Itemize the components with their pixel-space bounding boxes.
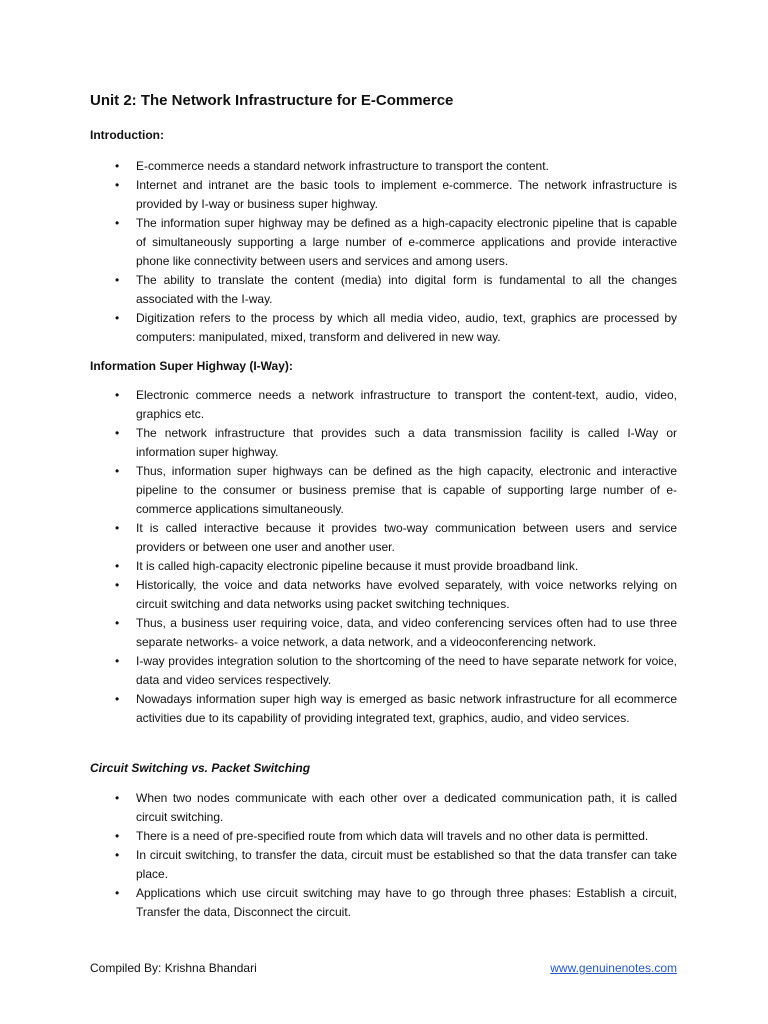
list-item-text: Internet and intranet are the basic tools to implement e-commerce. The network infrastructure is provided by I-way or business super highway. [136,178,677,211]
list-item [0,827,768,846]
page-title: Unit 2: The Network Infrastructure for E-Commerce [90,92,454,109]
list-item-text: In circuit switching, to transfer the data, circuit must be established so that the data transfer can take place. [136,848,677,881]
list-item-text: Electronic commerce needs a network infrastructure to transport the content-text, audio, video, graphics etc. [136,388,677,421]
list-item [0,884,768,922]
list-item [0,309,768,347]
bullet-icon: • [115,578,120,592]
bullet-icon: • [115,829,120,843]
list-item-text: There is a need of pre-specified route from which data will travels and no other data is permitted. [136,829,649,843]
list-item [0,424,768,462]
list-item-text: The ability to translate the content (media) into digital form is fundamental to all the changes associated with the I-way. [136,273,677,306]
bullet-icon: • [115,273,120,287]
list-item-text: I-way provides integration solution to the shortcoming of the need to have separate network for voice, data and video services respectively. [136,654,677,687]
bullet-icon: • [115,216,120,230]
circuit-switching-list [0,789,768,922]
list-item [0,157,768,176]
bullet-icon: • [115,388,120,402]
section-heading-introduction: Introduction: [90,128,164,142]
bullet-icon: • [115,521,120,535]
bullet-icon: • [115,159,120,173]
list-item [0,652,768,690]
i-way-list [0,386,768,728]
bullet-icon: • [115,559,120,573]
introduction-list [0,157,768,347]
list-item-text: When two nodes communicate with each other over a dedicated communication path, it is called circuit switching. [136,791,677,824]
list-item-text: It is called interactive because it provides two-way communication between users and service providers or between one user and another user. [136,521,677,554]
list-item [0,846,768,884]
list-item-text: The information super highway may be defined as a high-capacity electronic pipeline that is capable of simultaneously supporting a large number of e-commerce applications and provide interactive phone like connectivity between users and services and among users. [136,216,677,268]
bullet-icon: • [115,464,120,478]
bullet-icon: • [115,178,120,192]
list-item-text: Thus, information super highways can be defined as the high capacity, electronic and interactive pipeline to the consumer or business premise that is capable of supporting large number of e-commerce applications simultaneously. [136,464,677,516]
section-heading-circuit-vs-packet: Circuit Switching vs. Packet Switching [90,761,311,775]
bullet-icon: • [115,692,120,706]
list-item [0,614,768,652]
bullet-icon: • [115,848,120,862]
list-item-text: Nowadays information super high way is emerged as basic network infrastructure for all ecommerce activities due to its capability of providing integrated text, graphics, audio, and video services. [136,692,677,725]
bullet-icon: • [115,791,120,805]
list-item-text: The network infrastructure that provides such a data transmission facility is called I-Way or information super highway. [136,426,677,459]
list-item [0,576,768,614]
list-item-text: E-commerce needs a standard network infrastructure to transport the content. [136,159,549,173]
bullet-icon: • [115,426,120,440]
bullet-icon: • [115,886,120,900]
bullet-icon: • [115,616,120,630]
list-item [0,386,768,424]
list-item-text: Digitization refers to the process by which all media video, audio, text, graphics are processed by computers: manipulated, mixed, transform and delivered in new way. [136,311,677,344]
bullet-icon: • [115,654,120,668]
list-item [0,271,768,309]
list-item-text: Historically, the voice and data networks have evolved separately, with voice networks relying on circuit switching and data networks using packet switching techniques. [136,578,677,611]
list-item [0,690,768,728]
list-item [0,519,768,557]
list-item-text: It is called high-capacity electronic pipeline because it must provide broadband link. [136,559,579,573]
footer-compiled-by: Compiled By: Krishna Bhandari [90,961,257,975]
list-item [0,214,768,271]
list-item [0,557,768,576]
bullet-icon: • [115,311,120,325]
list-item-text: Applications which use circuit switching may have to go through three phases: Establish a circuit, Transfer the data, Disconnect the circuit. [136,886,677,919]
list-item [0,789,768,827]
footer-website-link[interactable]: www.genuinenotes.com [550,961,677,975]
list-item [0,176,768,214]
list-item [0,462,768,519]
list-item-text: Thus, a business user requiring voice, data, and video conferencing services often had to use three separate networks- a voice network, a data network, and a videoconferencing network. [136,616,677,649]
section-heading-i-way: Information Super Highway (I-Way): [90,359,293,373]
